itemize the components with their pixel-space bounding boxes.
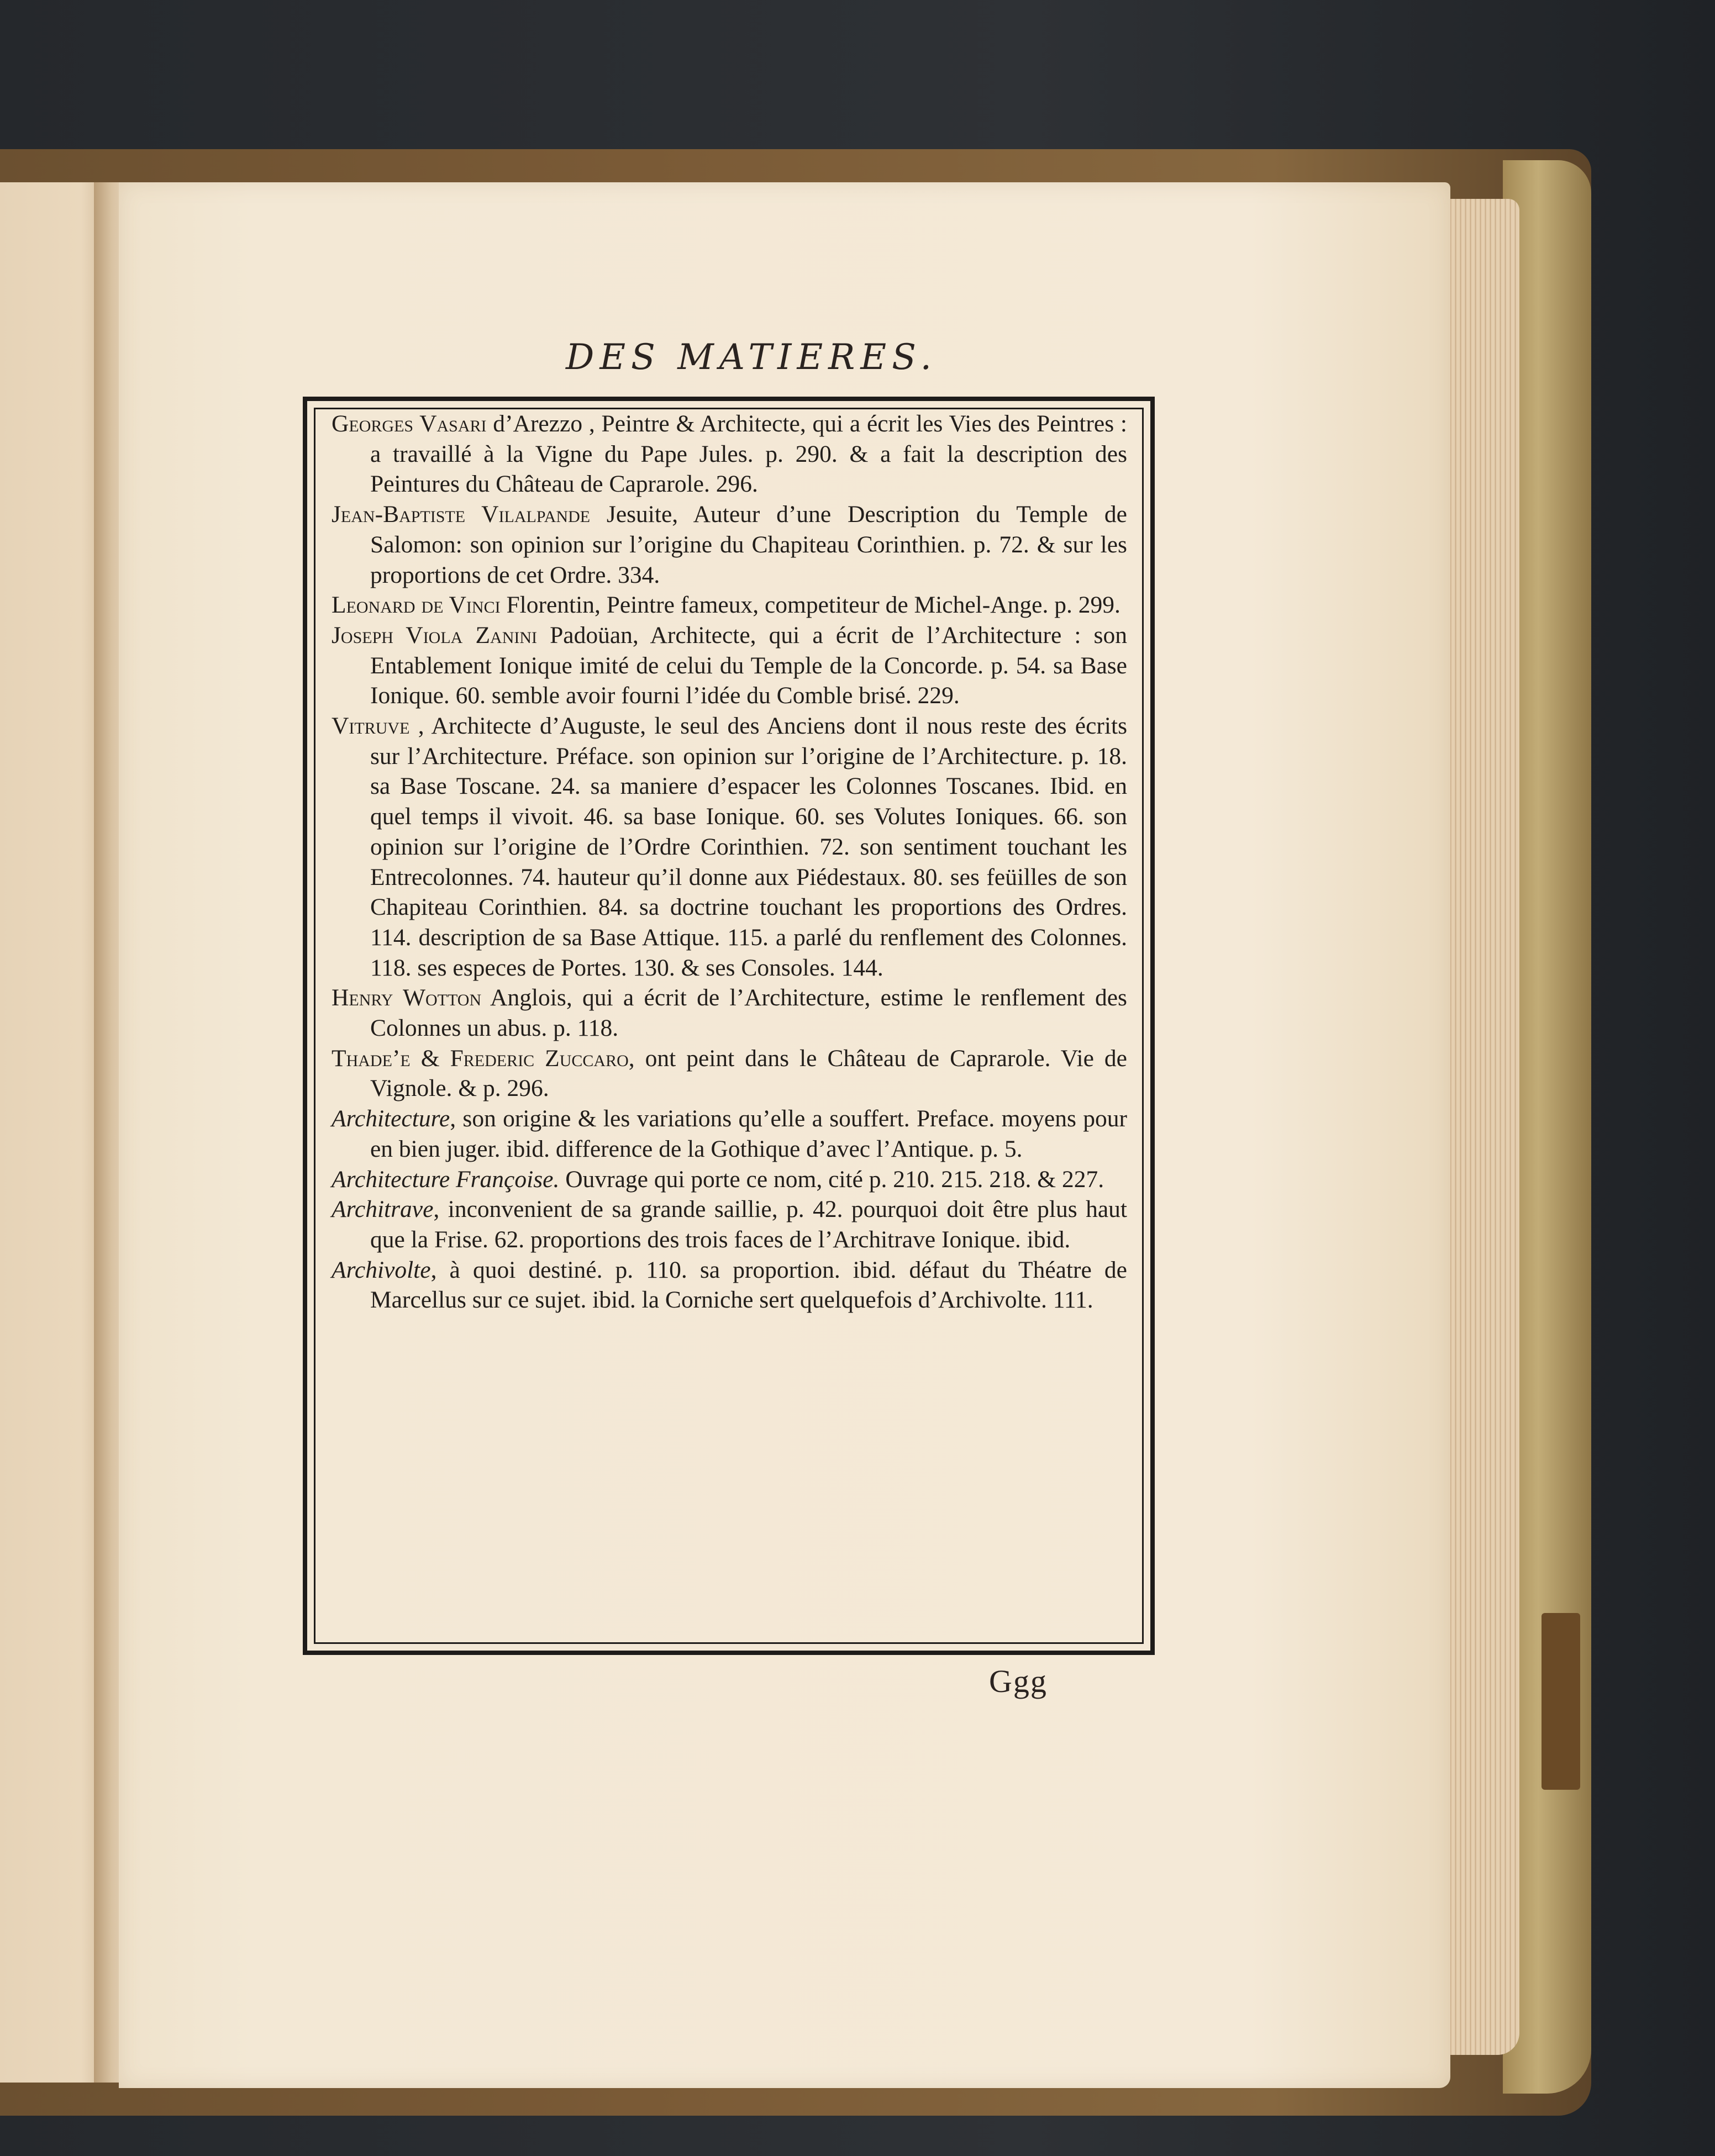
entry-text: d’Arezzo , Peintre & Architecte, qui a écrit les Vies des Peintres : a travaillé à la Vigne du Pape Jules. p. 290. & a fait la description des Peintures du Château de Caprarole. 296. (370, 410, 1127, 498)
entry-text: Anglois, qui a écrit de l’Architecture, estime le renflement des Colonnes un abus. p. 118. (370, 984, 1127, 1042)
term-text: , inconvenient de sa grande saillie, p. 42. pourquoi doit être plus haut que la Frise. 62. proportions des trois faces de l’Architrave Ionique. ibid. (370, 1196, 1127, 1253)
index-entry (332, 499, 1127, 590)
entry-text: Florentin, Peintre fameux, competiteur de Michel-Ange. p. 299. (500, 592, 1120, 619)
entry-name: Georges Vasari (332, 410, 487, 437)
entry-text: , ont peint dans le Château de Caprarole. Vie de Vignole. & p. 296. (370, 1045, 1127, 1102)
index-content (332, 409, 1127, 1641)
index-entry (332, 983, 1127, 1043)
term-name: Architecture Françoise. (332, 1166, 560, 1193)
entry-name: Jean-Baptiste Vilalpande (332, 501, 591, 528)
entry-name: Leonard de Vinci (332, 592, 501, 619)
term-name: Architecture (332, 1105, 450, 1132)
entry-text: , Architecte d’Auguste, le seul des Anciens dont il nous reste des écrits sur l’Architecture. Préface. son opinion sur l’origine de l’Architecture. p. 18. sa Base Toscane. 24. sa maniere d’espacer les Colonnes Toscanes. Ibid. en quel temps il vivoit. 46. sa base Ionique. 60. ses Volutes Ioniques. 66. son opinion sur l’origine de l’Ordre Corinthien. 72. son sentiment touchant les Entrecolonnes. 74. hauteur qu’il donne aux Piédestaux. 80. ses feüilles de son Chapiteau Corinthien. 84. sa doctrine touchant les proportions des Ordres. 114. description de sa Base Attique. 115. a parlé du renflement des Colonnes. 118. ses especes de Portes. 130. & ses Consoles. 144. (370, 713, 1127, 981)
entry-text: Jesuite, Auteur d’une Description du Temple de Salomon: son opinion sur l’origine du Chapiteau Corinthien. p. 72. & sur les proportions de cet Ordre. 334. (370, 501, 1127, 588)
page-header: DES MATIERES. (566, 337, 937, 378)
signature-mark: Ggg (989, 1663, 1048, 1699)
index-entry (332, 620, 1127, 711)
entry-text: Padoüan, Architecte, qui a écrit de l’Architecture : son Entablement Ionique imité de celui du Temple de la Concorde. p. 54. sa Base Ionique. 60. semble avoir fourni l’idée du Comble brisé. 229. (370, 621, 1127, 709)
term-name: Architrave (332, 1196, 434, 1223)
index-term (332, 1255, 1127, 1315)
index-entry (332, 590, 1127, 620)
term-text: , à quoi destiné. p. 110. sa proportion. ibid. défaut du Théatre de Marcellus sur ce sujet. ibid. la Corniche sert quelquefois d’Archivolte. 111. (370, 1256, 1127, 1314)
term-text: , son origine & les variations qu’elle a souffert. Preface. moyens pour en bien juger. ibid. difference de la Gothique d’avec l’Antique. p. 5. (370, 1105, 1127, 1162)
index-term (332, 1104, 1127, 1164)
cover-clasp (1542, 1613, 1580, 1790)
index-entry (332, 409, 1127, 499)
entry-name: Joseph Viola Zanini (332, 621, 537, 649)
term-text: Ouvrage qui porte ce nom, cité p. 210. 215. 218. & 227. (559, 1166, 1104, 1193)
entry-name: Vitruve (332, 713, 410, 740)
index-term (332, 1164, 1127, 1195)
index-term (332, 1194, 1127, 1254)
index-entry (332, 1043, 1127, 1104)
index-entry (332, 711, 1127, 983)
entry-name: Henry Wotton (332, 984, 482, 1011)
term-name: Archivolte (332, 1256, 431, 1283)
entry-name: Thade’e & Frederic Zuccaro (332, 1045, 629, 1072)
